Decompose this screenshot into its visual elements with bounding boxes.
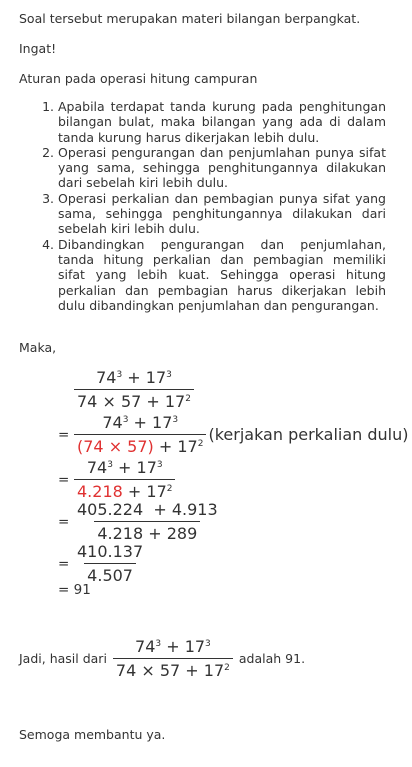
math-step-1: $\frac{74^3 + 17^3}{74 \times 57 + 17^2}$ <box>74 368 194 411</box>
closing-text: Semoga membantu ya. <box>19 727 166 742</box>
ingat-text: Ingat! <box>19 41 57 56</box>
conclusion: Jadi, hasil dari $\frac{74^3 + 17^3}{74 \times 57 + 17^2}$ adalah 91. <box>19 637 306 680</box>
conclusion-prefix: Jadi, hasil dari <box>19 651 107 666</box>
rule-item: 4. Dibandingkan pengurangan dan penjumlahan, tanda hitung perkalian dan pembagian memiliki sifat yang lebih kuat. Sehingga operasi hitung perkalian dan pembagian harus dikerjakan lebih dulu dibandingkan penjumlahan dan pengurangan. <box>58 237 386 313</box>
calc-note: (kerjakan perkalian dulu) <box>208 425 409 444</box>
math-step-5: = $\frac{410.137}{4.507}$ <box>58 542 144 585</box>
math-step-4: = $\frac{405.224 + 4.913}{4.218 + 289}$ <box>58 500 218 543</box>
rule-item: 3. Operasi perkalian dan pembagian punya sifat yang sama, sehingga penghitungannya dilakukan dari sebelah kiri lebih dulu. <box>58 191 386 237</box>
intro-text: Soal tersebut merupakan materi bilangan berpangkat. <box>19 11 361 26</box>
conclusion-suffix: adalah 91. <box>238 651 306 666</box>
red-paren: (74 × 57) <box>77 437 154 456</box>
rule-item: 2. Operasi pengurangan dan penjumlahan punya sifat yang sama, sehingga penghitungannya dilakukan dari sebelah kiri lebih dulu. <box>58 145 386 191</box>
maka-text: Maka, <box>19 340 57 355</box>
rules-heading: Aturan pada operasi hitung campuran <box>19 71 258 86</box>
rule-item: 1. Apabila terdapat tanda kurung pada penghitungan bilangan bulat, maka bilangan yang ada di dalam tanda kurung harus dikerjakan lebih dulu. <box>58 99 386 145</box>
math-step-2: = $\frac{74^3 + 17^3}{(74 \times 57) + 17^2}$ (kerjakan perkalian dulu) <box>58 413 409 456</box>
result-text: = 91 <box>58 582 91 598</box>
math-step-3: = $\frac{74^3 + 17^3}{4.218 + 17^2}$ <box>58 458 175 501</box>
rules-list <box>20 99 386 313</box>
red-product: 4.218 <box>77 482 123 501</box>
